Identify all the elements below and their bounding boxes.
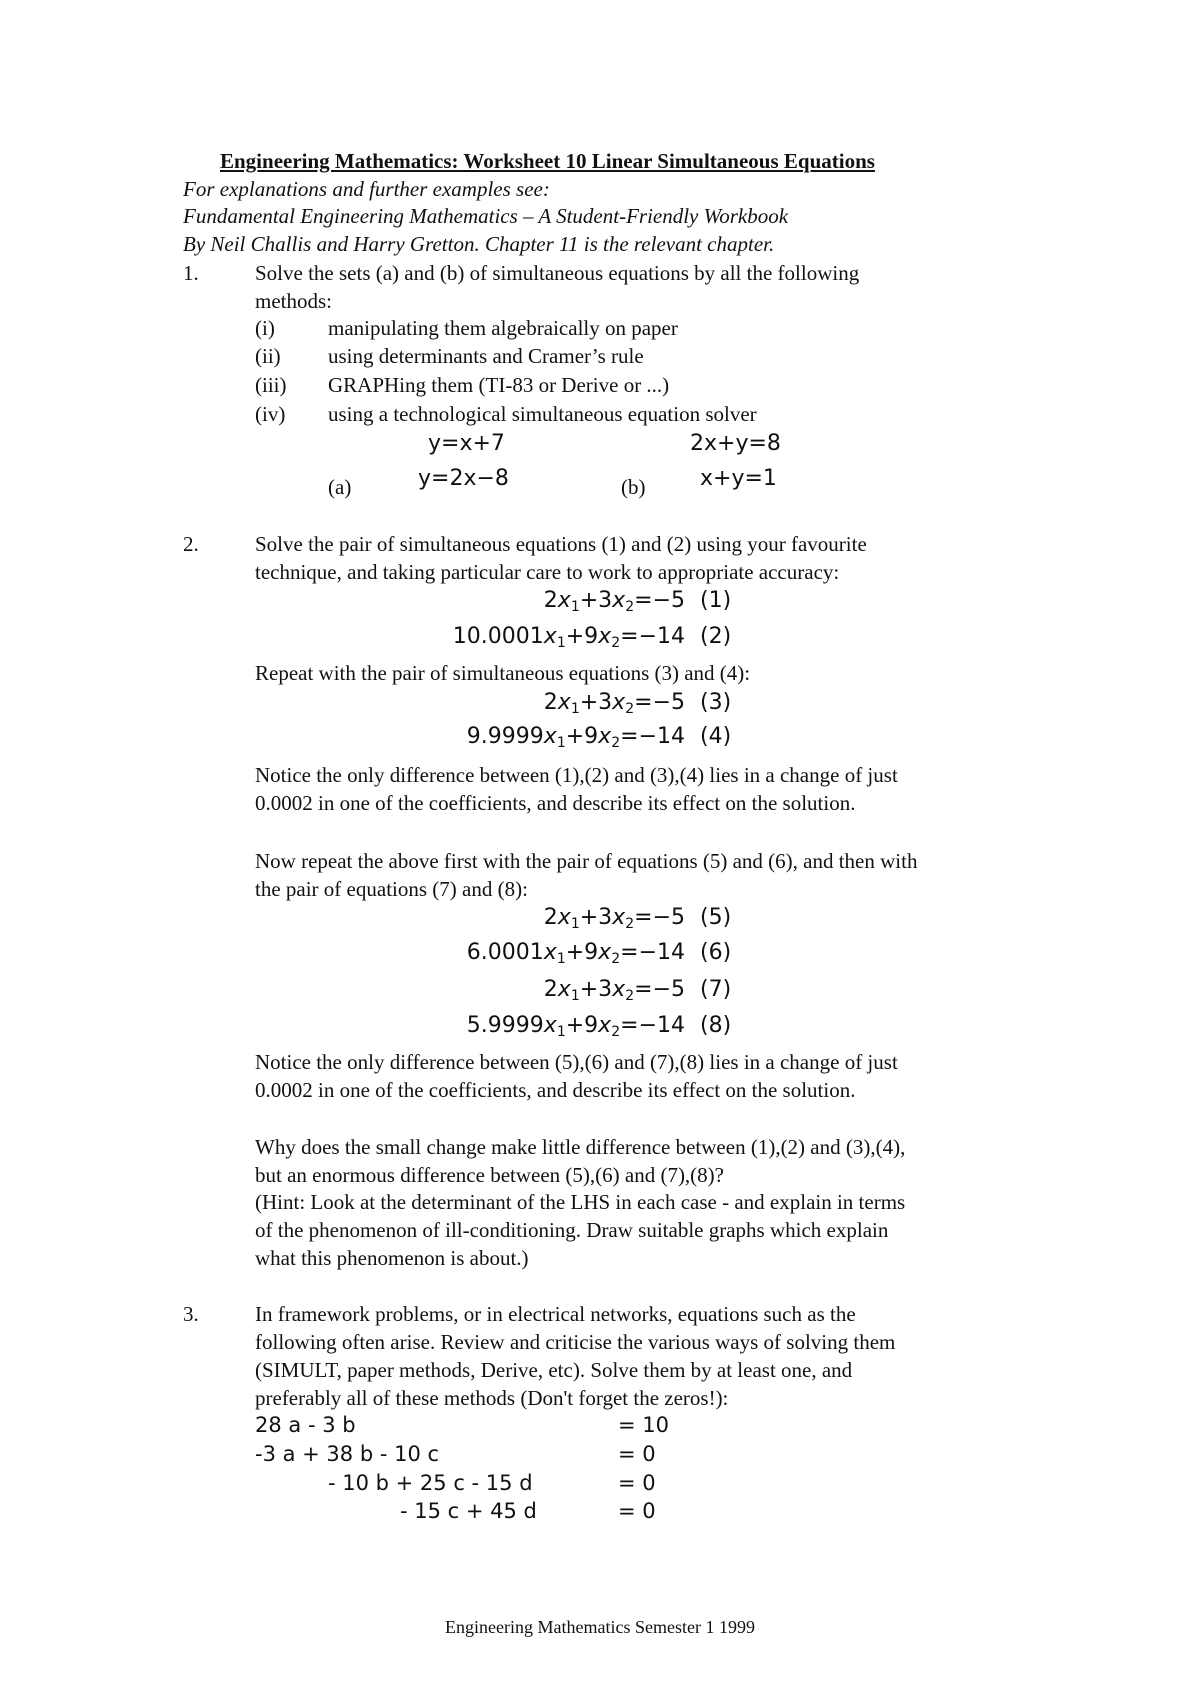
q3-text-line-2: following often arise. Review and criticise the various ways of solving them — [255, 1330, 896, 1354]
question-number-2: 2. — [183, 532, 199, 556]
equation-a1: y=x+7 — [428, 431, 505, 456]
q1-text-line-1: Solve the sets (a) and (b) of simultaneous equations by all the following — [255, 261, 860, 285]
q2-hint-line-3: what this phenomenon is about.) — [255, 1246, 529, 1270]
q2-now-line-1: Now repeat the above first with the pair of equations (5) and (6), and then with — [255, 849, 918, 873]
system-lhs: 28 a - 3 b — [255, 1413, 356, 1437]
equation-row: $9.9999x_1+9x_2=-14$ — [466, 724, 685, 751]
q2-text-line-2: technique, and taking particular care to work to appropriate accuracy: — [255, 560, 840, 584]
equation-tag: (7) — [700, 977, 732, 1002]
equation-row: $2x_1+3x_2=-5$ — [543, 977, 685, 1004]
q2-notice-1b: 0.0002 in one of the coefficients, and describe its effect on the solution. — [255, 791, 856, 815]
q2-text-line-1: Solve the pair of simultaneous equations (1) and (2) using your favourite — [255, 532, 867, 556]
method-text: GRAPHing them (TI-83 or Derive or ...) — [328, 373, 670, 397]
q2-why-line-1: Why does the small change make little difference between (1),(2) and (3),(4), — [255, 1135, 906, 1159]
equation-tag: (3) — [700, 690, 732, 715]
equation-row: $6.0001x_1+9x_2=-14$ — [466, 940, 685, 967]
q2-now-line-2: the pair of equations (7) and (8): — [255, 877, 528, 901]
reference-line-2: Fundamental Engineering Mathematics – A Student-Friendly Workbook — [183, 204, 789, 228]
q2-hint-line-2: of the phenomenon of ill-conditioning. Draw suitable graphs which explain — [255, 1218, 889, 1242]
system-rhs: = 0 — [618, 1471, 656, 1495]
method-text: using a technological simultaneous equation solver — [328, 402, 757, 426]
q2-repeat-text: Repeat with the pair of simultaneous equations (3) and (4): — [255, 661, 751, 685]
reference-line-3: By Neil Challis and Harry Gretton. Chapter 11 is the relevant chapter. — [183, 232, 775, 256]
equation-tag: (4) — [700, 724, 732, 749]
system-rhs: = 10 — [618, 1413, 669, 1437]
question-number-1: 1. — [183, 261, 199, 285]
reference-line-1: For explanations and further examples see: — [183, 177, 550, 201]
equation-row: $10.0001x_1+9x_2=-14$ — [452, 624, 685, 651]
set-label-b: (b) — [621, 475, 646, 499]
question-number-3: 3. — [183, 1302, 199, 1326]
method-label: (iv) — [255, 402, 286, 426]
method-text: using determinants and Cramer’s rule — [328, 344, 644, 368]
equation-row: $5.9999x_1+9x_2=-14$ — [466, 1013, 685, 1040]
equation-b2: x+y=1 — [700, 466, 777, 491]
method-label: (iii) — [255, 373, 287, 397]
q2-why-line-2: but an enormous difference between (5),(6) and (7),(8)? — [255, 1163, 724, 1187]
q3-text-line-4: preferably all of these methods (Don't forget the zeros!): — [255, 1386, 729, 1410]
q2-hint-line-1: (Hint: Look at the determinant of the LHS in each case - and explain in terms — [255, 1190, 906, 1214]
equation-a2: y=2x−8 — [418, 466, 509, 491]
q1-text-line-2: methods: — [255, 289, 332, 313]
equation-tag: (1) — [700, 588, 732, 613]
system-lhs: - 15 c + 45 d — [400, 1499, 537, 1523]
equation-tag: (5) — [700, 905, 732, 930]
equation-row: $2x_1+3x_2=-5$ — [543, 588, 685, 615]
equation-b1: 2x+y=8 — [690, 431, 781, 456]
system-rhs: = 0 — [618, 1499, 656, 1523]
system-lhs: -3 a + 38 b - 10 c — [255, 1442, 440, 1466]
q3-text-line-1: In framework problems, or in electrical networks, equations such as the — [255, 1302, 856, 1326]
equation-tag: (8) — [700, 1013, 732, 1038]
equation-tag: (6) — [700, 940, 732, 965]
method-label: (ii) — [255, 344, 281, 368]
q2-notice-2b: 0.0002 in one of the coefficients, and describe its effect on the solution. — [255, 1078, 856, 1102]
page-title: Engineering Mathematics: Worksheet 10 Linear Simultaneous Equations — [220, 149, 875, 173]
q3-text-line-3: (SIMULT, paper methods, Derive, etc). Solve them by at least one, and — [255, 1358, 853, 1382]
q2-notice-2a: Notice the only difference between (5),(6) and (7),(8) lies in a change of just — [255, 1050, 898, 1074]
q2-notice-1a: Notice the only difference between (1),(2) and (3),(4) lies in a change of just — [255, 763, 898, 787]
equation-tag: (2) — [700, 624, 732, 649]
page-footer: Engineering Mathematics Semester 1 1999 — [445, 1617, 755, 1637]
equation-row: $2x_1+3x_2=-5$ — [543, 905, 685, 932]
system-rhs: = 0 — [618, 1442, 656, 1466]
set-label-a: (a) — [328, 475, 352, 499]
method-label: (i) — [255, 316, 275, 340]
equation-row: $2x_1+3x_2=-5$ — [543, 690, 685, 717]
method-text: manipulating them algebraically on paper — [328, 316, 678, 340]
system-lhs: - 10 b + 25 c - 15 d — [328, 1471, 533, 1495]
